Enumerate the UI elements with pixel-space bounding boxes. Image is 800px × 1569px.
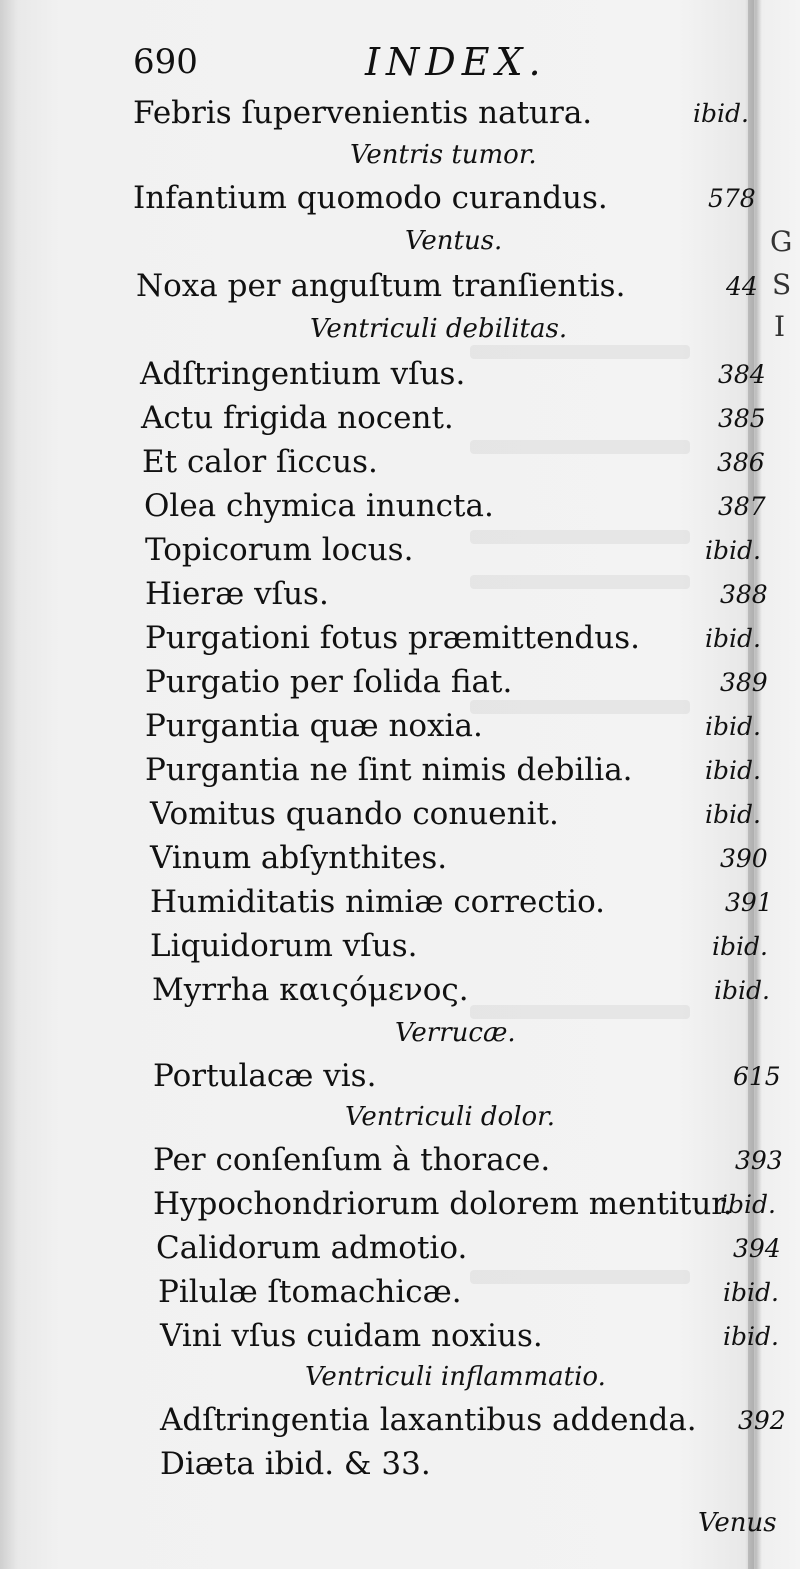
section-heading: Ventris tumor. (350, 140, 537, 170)
entry-text: Vinum abſynthites. (150, 840, 448, 876)
entry-page-ref: 387 (718, 492, 766, 521)
entry-text: Et calor ſiccus. (142, 444, 378, 480)
section-heading: Ventriculi debilitas. (310, 314, 568, 344)
entry-text: Adſtringentia laxantibus addenda. (160, 1402, 697, 1438)
index-entry (158, 1274, 778, 1318)
index-entry (156, 1230, 781, 1274)
entry-page-ref: ibid. (723, 1278, 779, 1307)
index-entry (144, 488, 764, 532)
entry-text: Myrrha καιςόμενος. (152, 972, 469, 1008)
entry-page-ref: 393 (735, 1146, 783, 1175)
entry-text: Purgantia ne ſint nimis debilia. (145, 752, 633, 788)
entry-text: Diæta ibid. & 33. (160, 1446, 431, 1482)
entry-text: Vomitus quando conuenit. (150, 796, 559, 832)
entry-page-ref: 386 (717, 448, 765, 477)
running-title: INDEX. (365, 40, 547, 84)
index-entry (145, 576, 768, 620)
entry-page-ref: ibid. (720, 1190, 776, 1219)
entry-text: Topicorum locus. (145, 532, 414, 568)
entry-text: Noxa per anguſtum tranſientis. (136, 268, 626, 304)
entry-text: Olea chymica inuncta. (144, 488, 494, 524)
entry-page-ref: 392 (738, 1406, 786, 1435)
entry-text: Vini vſus cuidam noxius. (160, 1318, 543, 1354)
entry-page-ref: ibid. (693, 99, 749, 128)
section-heading: Verrucæ. (395, 1018, 516, 1048)
index-entry (145, 752, 765, 796)
index-entry (150, 884, 773, 928)
entry-page-ref: 615 (733, 1062, 781, 1091)
entry-page-ref: 394 (733, 1234, 781, 1263)
entry-page-ref: 44 (726, 272, 758, 301)
entry-text: Purgantia quæ noxia. (145, 708, 483, 744)
index-entry (160, 1318, 780, 1362)
index-entry (153, 1142, 783, 1186)
catchword: Venus (698, 1508, 777, 1538)
entry-text: Actu frigida nocent. (141, 400, 454, 436)
index-entry (150, 928, 770, 972)
adjacent-page-fragment: S (772, 268, 792, 301)
entry-text: Infantium quomodo curandus. (133, 180, 608, 216)
entry-page-ref: ibid. (705, 800, 761, 829)
index-entry (145, 532, 765, 576)
adjacent-page-fragment: I (774, 310, 786, 343)
index-entry (153, 1058, 781, 1102)
index-entry (160, 1402, 786, 1446)
index-entry (142, 444, 765, 488)
entry-page-ref: ibid. (705, 536, 761, 565)
index-entry (153, 1186, 783, 1230)
entry-page-ref: 384 (718, 360, 766, 389)
entry-text: Per conſenſum à thorace. (153, 1142, 551, 1178)
entry-page-ref: 389 (720, 668, 768, 697)
entry-page-ref: 391 (725, 888, 773, 917)
entry-text: Purgationi fotus præmittendus. (145, 620, 640, 656)
entry-text: Hieræ vſus. (145, 576, 329, 612)
section-heading: Ventriculi dolor. (345, 1102, 556, 1132)
index-entry (145, 664, 768, 708)
page-number: 690 (133, 42, 198, 82)
index-entry (140, 356, 766, 400)
entry-text: Liquidorum vſus. (150, 928, 418, 964)
entry-page-ref: ibid. (705, 712, 761, 741)
entry-text: Hypochondriorum dolorem mentitur. (153, 1186, 733, 1222)
entry-page-ref: 578 (708, 184, 756, 213)
section-heading: Ventriculi inflammatio. (305, 1362, 606, 1392)
index-entry (145, 620, 765, 664)
entry-text: Purgatio per ſolida fiat. (145, 664, 513, 700)
entry-page-ref: 390 (720, 844, 768, 873)
entry-page-ref: ibid. (705, 756, 761, 785)
entry-text: Portulacæ vis. (153, 1058, 377, 1094)
entry-text: Pilulæ ſtomachicæ. (158, 1274, 462, 1310)
index-entry (150, 840, 770, 884)
index-entry (145, 708, 765, 752)
index-entry (133, 95, 749, 139)
entry-text: Calidorum admotio. (156, 1230, 468, 1266)
index-entry (150, 796, 770, 840)
section-heading: Ventus. (405, 226, 503, 256)
entry-page-ref: 388 (720, 580, 768, 609)
index-entry (133, 180, 756, 224)
index-entry (141, 400, 766, 444)
index-entry (136, 268, 756, 312)
adjacent-page-fragment: G (770, 225, 793, 258)
entry-text: Adſtringentium vſus. (140, 356, 466, 392)
entry-page-ref: ibid. (723, 1322, 779, 1351)
index-entry (160, 1446, 780, 1490)
entry-page-ref: ibid. (712, 932, 768, 961)
entry-page-ref: ibid. (714, 976, 770, 1005)
entry-page-ref: ibid. (705, 624, 761, 653)
entry-text: Humiditatis nimiæ correctio. (150, 884, 606, 920)
entry-page-ref: 385 (718, 404, 766, 433)
entry-text: Febris ſupervenientis natura. (133, 95, 593, 131)
index-entry (152, 972, 772, 1016)
